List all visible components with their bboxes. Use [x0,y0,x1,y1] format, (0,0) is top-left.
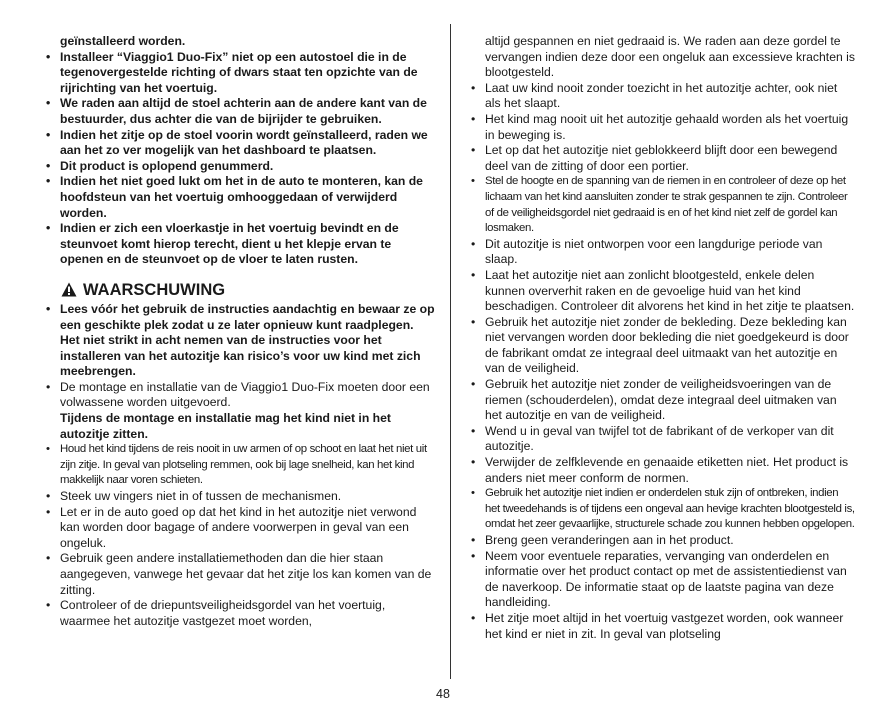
left-continuation-text: geïnstalleerd worden. [60,34,186,48]
list-item: • Laat het autozitje niet aan zonlicht blootgesteld, enkele delen kunnen oververhit raken en de gevoelige huid van het kind beschadigen. Controleer dit alvorens het kind in het zitje te plaatsen. [465,268,855,315]
list-item: • Gebruik het autozitje niet zonder de veiligheidsvoeringen van de riemen (schouderdelen), omdat deze integraal deel uitmaken van het autozitje en van de veiligheid. [465,377,855,424]
list-item: • Indien het niet goed lukt om het in de auto te monteren, kan de hoofdsteun van het voertuig omhooggedaan of verwijderd worden. [40,174,436,221]
right-column [465,34,855,642]
list-item: • Dit product is oplopend genummerd. [40,159,436,175]
left-column [40,34,436,629]
list-item: • Controleer of de driepuntsveiligheidsgordel van het voertuig, waarmee het autozitje vastgezet moet worden, [40,598,436,629]
list-item: • Houd het kind tijdens de reis nooit in uw armen of op schoot en laat het niet uit zijn zitje. In geval van plotseling remmen, ook bij lage snelheid, kan het kind makkelijk naar voren schieten. [40,442,436,489]
list-item-text: De montage en installatie van de Viaggio1 Duo-Fix moeten door een volwassene worden uitgevoerd. [60,379,430,410]
list-item: • Stel de hoogte en de spanning van de riemen in en controleer of deze op het lichaam van het kind aansluiten zonder te strak gespannen te zijn. Controleer of de veiligheidsgordel niet gedraaid is en of het kind niet zelf de gordel kan losmaken. [465,174,855,236]
list-item: • Steek uw vingers niet in of tussen de mechanismen. [40,489,436,505]
right-bullet-list [465,81,855,642]
list-item [40,380,436,442]
right-continuation-text: altijd gespannen en niet gedraaid is. We raden aan deze gordel te vervangen indien deze door een ongeluk aan excessieve krachten is blootgesteld. [485,34,855,80]
list-item-bold-note: Tijdens de montage en installatie mag het kind niet in het autozitje zitten. [60,411,391,441]
bullet-list-top [40,50,436,268]
list-item: • Wend u in geval van twijfel tot de fabrikant of de verkoper van dit autozitje. [465,424,855,455]
list-item: • Let er in de auto goed op dat het kind in het autozitje niet verwond kan worden door bagage of andere voorwerpen in geval van een ongeluk. [40,505,436,552]
warning-list-rest [40,442,436,629]
list-item: • Breng geen veranderingen aan in het product. [465,533,855,549]
list-item: • Laat uw kind nooit zonder toezicht in het autozitje achter, ook niet als het slaapt. [465,81,855,112]
list-item: • Indien het zitje op de stoel voorin wordt geïnstalleerd, raden we aan het zo ver mogelijk van het dashboard te plaatsen. [40,128,436,159]
list-item: • Neem voor eventuele reparaties, vervanging van onderdelen en informatie over het product contact op met de assistentiedienst van de naverkoop. De informatie staat op de laatste pagina van deze handleiding. [465,549,855,611]
warning-list [40,302,436,442]
warning-heading [61,280,436,300]
list-item: • We raden aan altijd de stoel achterin aan de andere kant van de bestuurder, dus achter die van de bijrijder te gebruiken. [40,96,436,127]
list-item: • Verwijder de zelfklevende en genaaide etiketten niet. Het product is anders niet meer conform de normen. [465,455,855,486]
warning-triangle-icon [61,282,77,297]
list-item: • Het zitje moet altijd in het voertuig vastgezet worden, ook wanneer het kind er niet in zit. In geval van plotseling [465,611,855,642]
list-item: • Lees vóór het gebruik de instructies aandachtig en bewaar ze op een geschikte plek zodat u ze later opnieuw kunt raadplegen. Het niet strikt in acht nemen van de instructies voor het installeren van het autozitje kan risico’s voor uw kind met zich meebrengen. [40,302,436,380]
list-item: • Dit autozitje is niet ontworpen voor een langdurige periode van slaap. [465,237,855,268]
page-number: 48 [436,687,450,701]
list-item: • Gebruik geen andere installatiemethoden dan die hier staan aangegeven, vanwege het gevaar dat het zitje los kan komen van de zitting. [40,551,436,598]
column-divider [450,24,451,679]
list-item: • Let op dat het autozitje niet geblokkeerd blijft door een bewegend deel van de zitting of door een portier. [465,143,855,174]
list-item: • Gebruik het autozitje niet zonder de bekleding. Deze bekleding kan niet vervangen worden door bekleding die niet goedgekeurd is door de fabrikant omdat ze integraal deel uitmaakt van het autozitje en van de veiligheid. [465,315,855,377]
list-item: • Indien er zich een vloerkastje in het voertuig bevindt en de steunvoet komt hierop terecht, dient u het klepje ervan te openen en de steunvoet op de vloer te laten rusten. [40,221,436,268]
list-item: • Gebruik het autozitje niet indien er onderdelen stuk zijn of ontbreken, indien het tweedehands is of tijdens een ongeval aan hevige krachten blootgesteld is, omdat het zeer gevaarlijke, structurele schade zou kunnen hebben opgelopen. [465,486,855,533]
warning-title: WAARSCHUWING [83,280,226,299]
list-item: • Installeer “Viaggio1 Duo-Fix” niet op een autostoel die in de tegenovergestelde richting of dwars staat ten opzichte van de rijrichting van het voertuig. [40,50,436,97]
list-item: • Het kind mag nooit uit het autozitje gehaald worden als het voertuig in beweging is. [465,112,855,143]
